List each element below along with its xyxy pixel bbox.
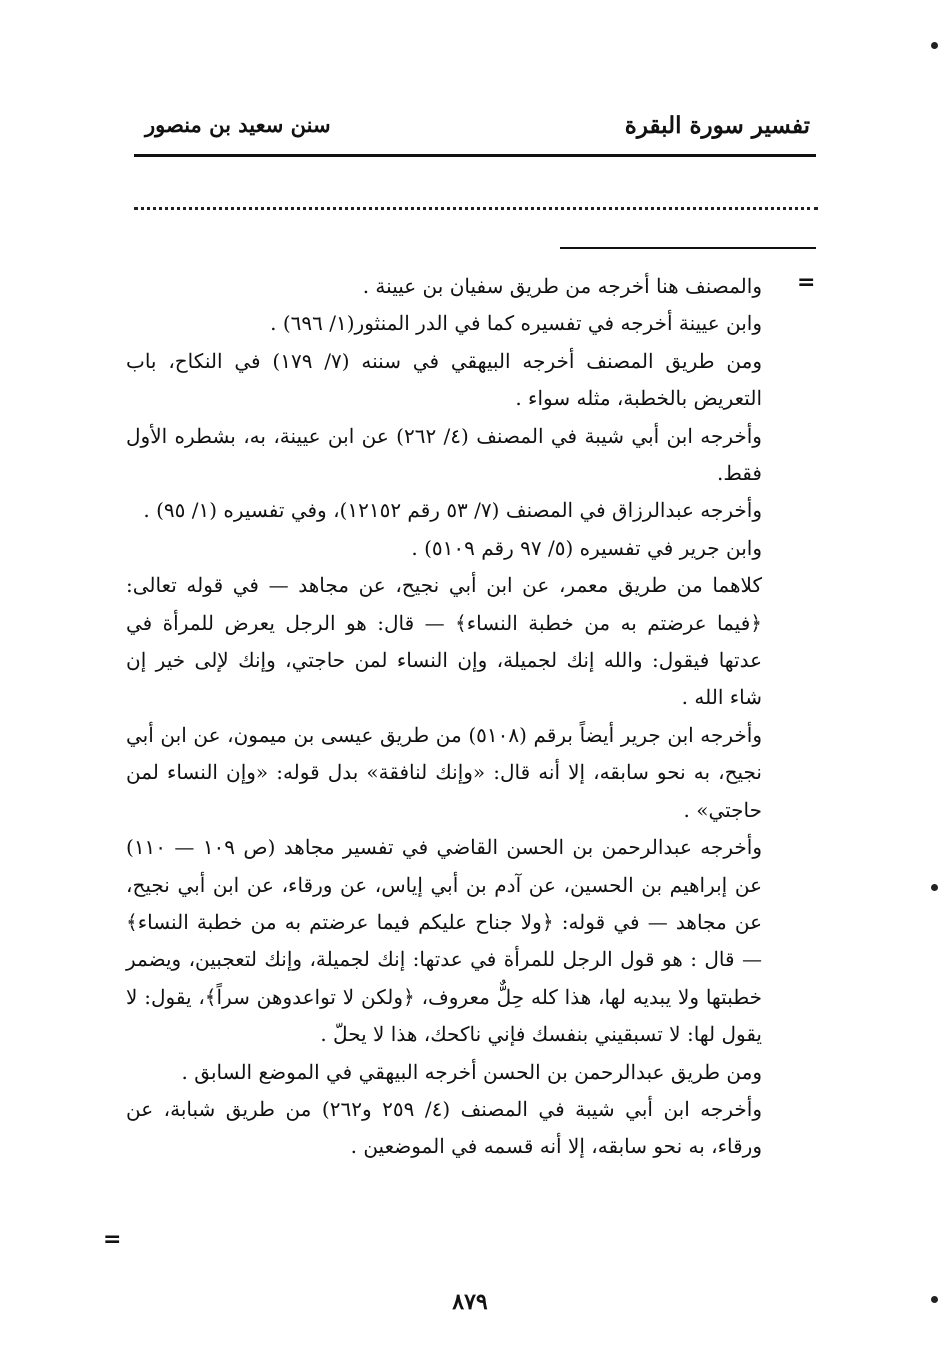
footnote-rule [560,247,816,249]
footnote-paragraph: ومن طريق عبدالرحمن بن الحسن أخرجه البيهقي في الموضع السابق . [181,1059,762,1084]
footnote-paragraph: وابن عيينة أخرجه في تفسيره كما في الدر المنثور(١/ ٦٩٦) . [270,311,762,336]
footnote-paragraph: وأخرجه عبدالرزاق في المصنف (٧/ ٥٣ رقم ١٢١٥٢)، وفي تفسيره (١/ ٩٥) . [143,498,762,523]
scan-edge-mark [931,884,938,891]
header-rule [134,154,816,157]
running-header-chapter-title: تفسير سورة البقرة [624,112,810,139]
footnote-paragraph: وابن جرير في تفسيره (٥/ ٩٧ رقم ٥١٠٩) . [411,535,762,560]
page-number: ٨٧٩ [452,1289,488,1315]
continuation-mark-top: = [797,270,816,295]
footnote-paragraph: وأخرجه ابن جرير أيضاً برقم (٥١٠٨) من طريق عيسى بن ميمون، عن ابن أبي نجيح، به نحو سابقه، إلا أنه قال: «وإنك لنافقة» بدل قوله: «وإن النساء لمن حاجتي» . [126,722,763,822]
running-header-book-title: سنن سعيد بن منصور [145,112,331,137]
footnote-paragraph: وأخرجه ابن أبي شيبة في المصنف (٤/ ٢٥٩ و٢٦٢) من طريق شبابة، عن ورقاء، به نحو سابقه، إلا أنه قسمه في الموضعين . [126,1096,762,1159]
scan-edge-mark [931,42,938,49]
footnote-paragraph: والمصنف هنا أخرجه من طريق سفيان بن عيينة . [362,274,762,298]
footnote-paragraph: كلاهما من طريق معمر، عن ابن أبي نجيح، عن مجاهد — في قوله تعالى: ﴿فيما عرضتم به من خطبة النساء﴾ — قال: هو الرجل يعرض للمرأة في عدتها فيقول: والله إنك لجميلة، وإن النساء لمن حاجتي، وإنك لإلى خير إن شاء الله . [126,573,762,710]
footnote-paragraph: وأخرجه ابن أبي شيبة في المصنف (٤/ ٢٦٢) عن ابن عيينة، به، بشطره الأول فقط. [126,423,762,486]
dotted-separator [134,207,818,210]
scan-edge-mark [931,1296,938,1303]
footnote-paragraph: وأخرجه عبدالرحمن بن الحسن القاضي في تفسير مجاهد (ص ١٠٩ — ١١٠) عن إبراهيم بن الحسين، عن آدم بن أبي إياس، عن ورقاء، عن ابن أبي نجيح، عن مجاهد — في قوله: ﴿ولا جناح عليكم فيما عرضتم به من خطبة النساء﴾ — قال : هو قول الرجل للمرأة في عدتها: إنك لجميلة، وإنك لتعجبين، ويضمر خطبتها ولا يبديه لها، هذا كله حِلٌّ معروف، ﴿ولكن لا تواعدوهن سراً﴾، يقول: لا يقول لها: لا تسبقيني بنفسك فإني ناكحك، هذا لا يحلّ . [126,835,762,1047]
continuation-mark-bottom: = [103,1227,122,1252]
footnote-paragraph: ومن طريق المصنف أخرجه البيهقي في سننه (٧/ ١٧٩) في النكاح، باب التعريض بالخطبة، مثله سواء . [126,348,762,411]
footnote-body [126,268,762,1166]
